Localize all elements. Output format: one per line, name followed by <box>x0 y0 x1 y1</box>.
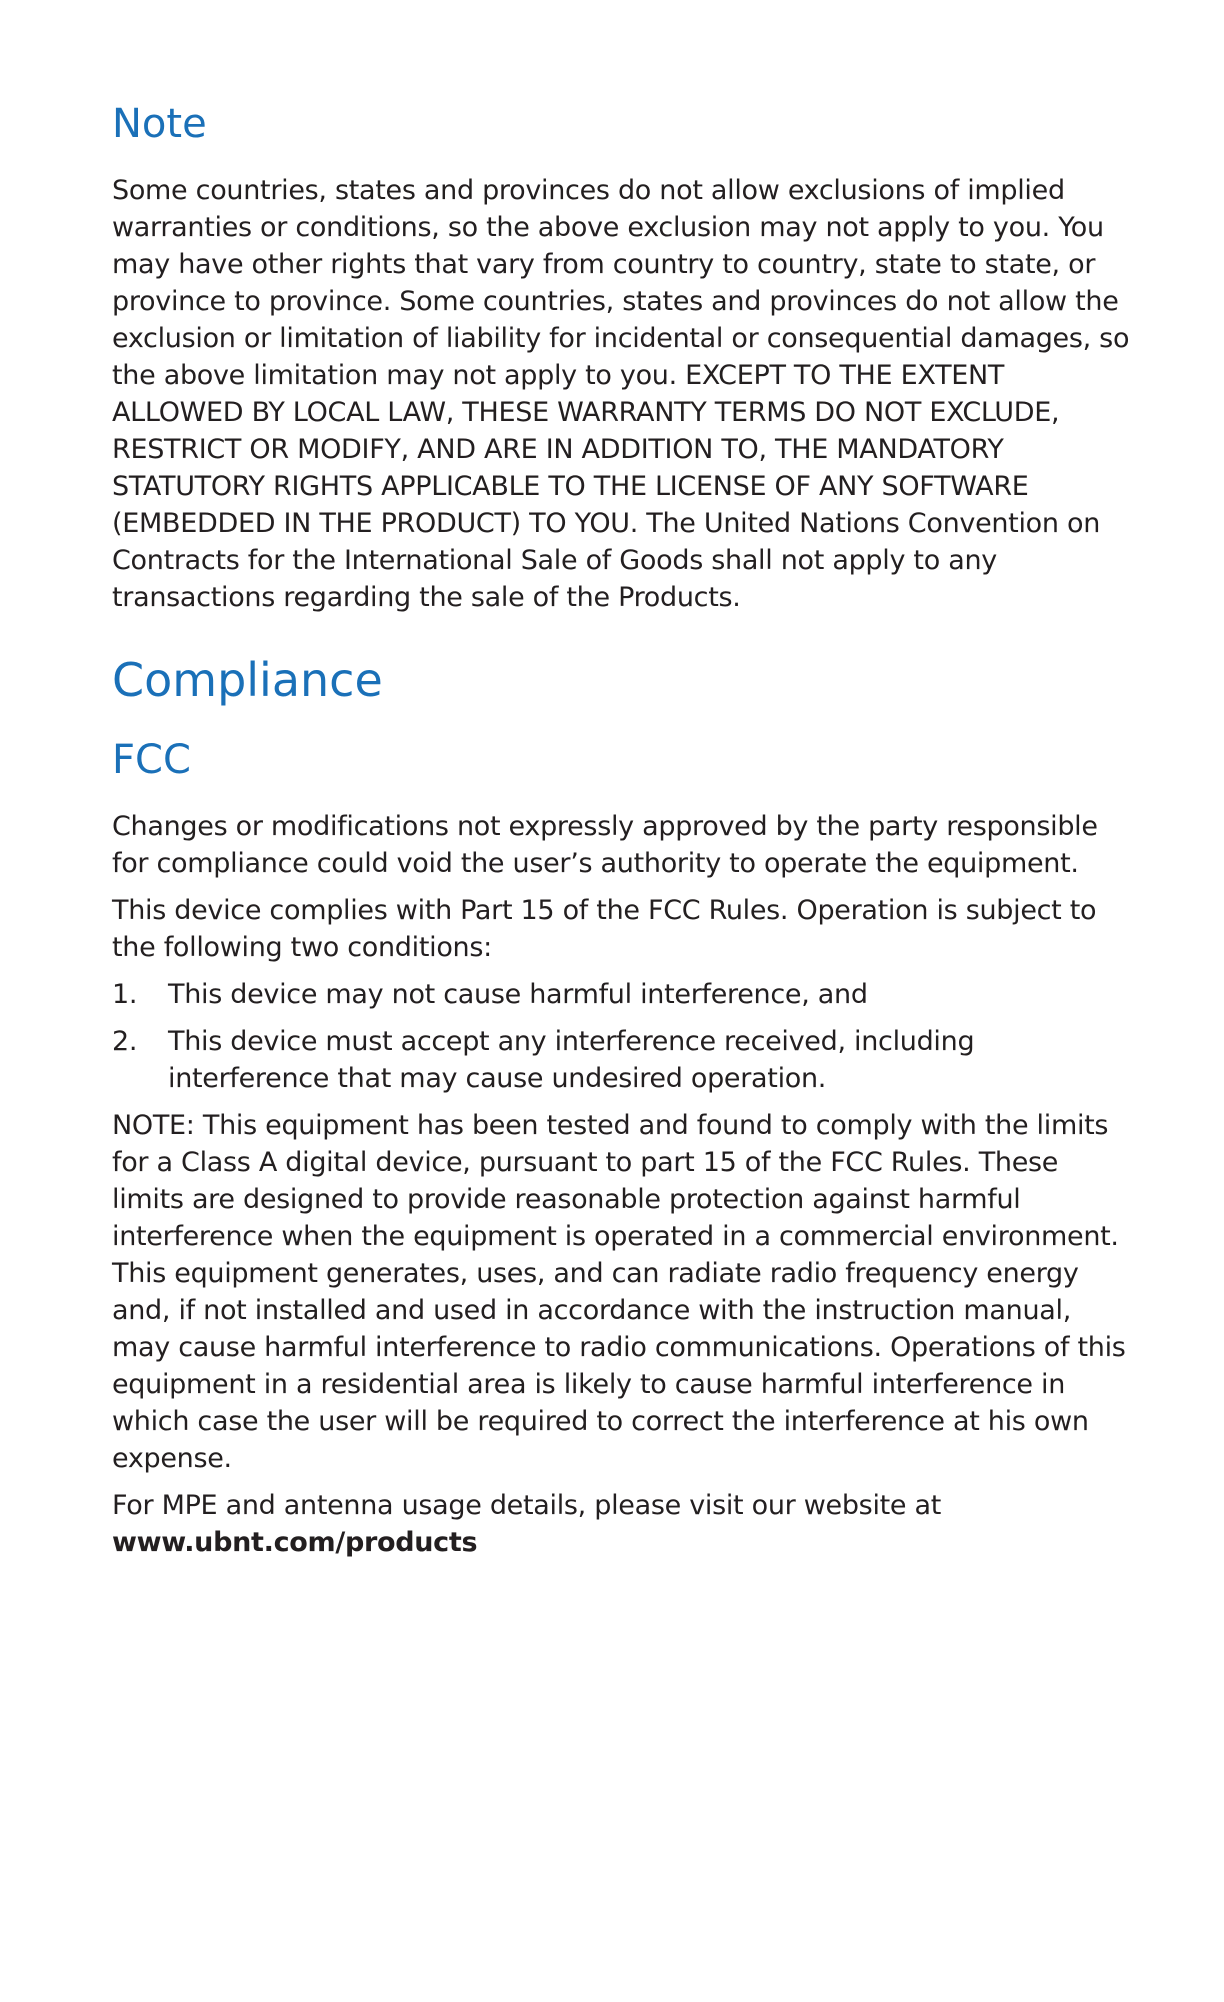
list-item-text: This device must accept any interference received, including interference that may cause undesired operation. <box>168 1026 975 1094</box>
list-item-number: 2. <box>112 1026 138 1057</box>
compliance-heading: Compliance <box>112 653 383 707</box>
list-item <box>112 1023 1132 1097</box>
list-item <box>112 976 1132 1013</box>
mpe-text: For MPE and antenna usage details, please visit our website at <box>112 1490 942 1521</box>
products-website-link[interactable]: www.ubnt.com/products <box>112 1527 478 1558</box>
mpe-paragraph <box>112 1487 1132 1561</box>
fcc-note-paragraph: NOTE: This equipment has been tested and found to comply with the limits for a Class A digital device, pursuant to part 15 of the FCC Rules. These limits are designed to provide reasonable protection against harmful interference when the equipment is operated in a commercial environment. This equipment generates, uses, and can radiate radio frequency energy and, if not installed and used in accordance with the instruction manual, may cause harmful interference to radio communications. Operations of this equipment in a residential area is likely to cause harmful interference in which case the user will be required to correct the interference at his own expense. <box>112 1110 1126 1474</box>
conditions-list <box>112 976 1132 1097</box>
note-paragraph: Some countries, states and provinces do not allow exclusions of implied warranties or conditions, so the above exclusion may not apply to you. You may have other rights that vary from country to country, state to state, or province to province. Some countries, states and provinces do not allow the exclusion or limitation of liability for incidental or consequential damages, so the above limitation may not apply to you. EXCEPT TO THE EXTENT ALLOWED BY LOCAL LAW, THESE WARRANTY TERMS DO NOT EXCLUDE, RESTRICT OR MODIFY, AND ARE IN ADDITION TO, THE MANDATORY STATUTORY RIGHTS APPLICABLE TO THE LICENSE OF ANY SOFTWARE (EMBEDDED IN THE PRODUCT) TO YOU. The United Nations Convention on Contracts for the International Sale of Goods shall not apply to any transactions regarding the sale of the Products. <box>112 175 1130 613</box>
fcc-heading: FCC <box>112 737 191 783</box>
list-item-text: This device may not cause harmful interference, and <box>168 979 868 1010</box>
list-item-number: 1. <box>112 979 138 1010</box>
note-heading: Note <box>112 101 207 147</box>
fcc-modifications-paragraph: Changes or modifications not expressly approved by the party responsible for compliance could void the user’s authority to operate the equipment. <box>112 811 1098 879</box>
document-page <box>112 100 1132 1561</box>
fcc-part15-paragraph: This device complies with Part 15 of the FCC Rules. Operation is subject to the following two conditions: <box>112 895 1097 963</box>
